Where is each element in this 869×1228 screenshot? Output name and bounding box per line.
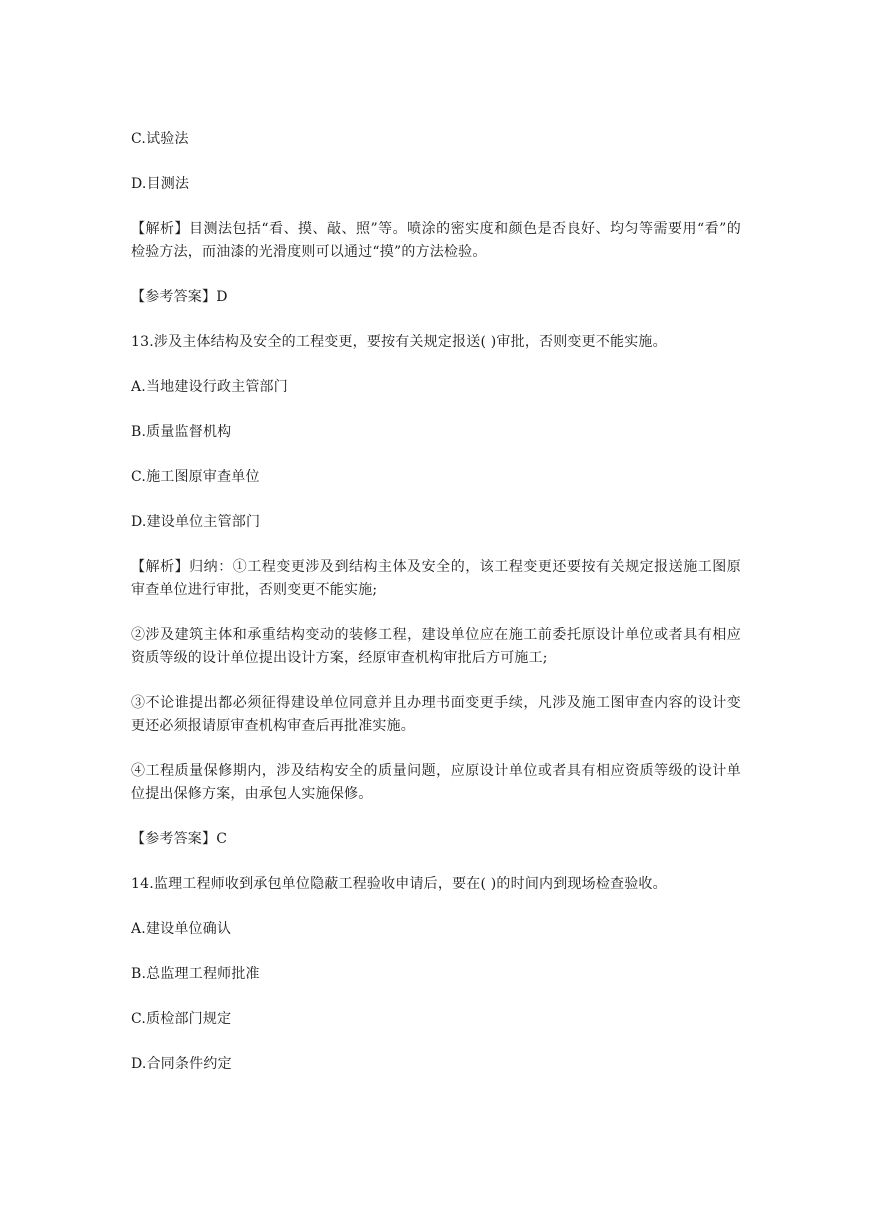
q14-option-b: B.总监理工程师批准	[131, 966, 260, 982]
q13-question: 13.涉及主体结构及安全的工程变更，要按有关规定报送( )审批，否则变更不能实施。	[131, 334, 667, 350]
q14-option-c: C.质检部门规定	[131, 1011, 232, 1027]
q13-analysis-2: ②涉及建筑主体和承重结构变动的装修工程，建设单位应在施工前委托原设计单位或者具有相应资质等级的设计单位提出设计方案，经原审查机构审批后方可施工;	[131, 627, 741, 666]
q14-question: 14.监理工程师收到承包单位隐蔽工程验收申请后，要在( )的时间内到现场检查验收。	[131, 876, 667, 892]
q12-option-d: D.目测法	[131, 176, 190, 192]
q13-option-c: C.施工图原审查单位	[131, 469, 260, 485]
q13-option-d: D.建设单位主管部门	[131, 514, 261, 530]
q12-option-c: C.试验法	[131, 131, 189, 147]
q13-analysis-1: 【解析】归纳：①工程变更涉及到结构主体及安全的，该工程变更还要按有关规定报送施工图原审查单位进行审批，否则变更不能实施;	[131, 559, 741, 598]
q13-option-a: A.当地建设行政主管部门	[131, 379, 288, 395]
q14-option-d: D.合同条件约定	[131, 1056, 232, 1072]
q13-option-b: B.质量监督机构	[131, 424, 232, 440]
q12-analysis: 【解析】目测法包括“看、摸、敲、照”等。喷涂的密实度和颜色是否良好、均匀等需要用“看”的检验方法，而油漆的光滑度则可以通过“摸”的方法检验。	[131, 221, 741, 260]
q12-answer: 【参考答案】D	[131, 289, 228, 305]
q13-analysis-4: ④工程质量保修期内，涉及结构安全的质量问题，应原设计单位或者具有相应资质等级的设计单位提出保修方案，由承包人实施保修。	[131, 763, 741, 802]
q14-option-a: A.建设单位确认	[131, 921, 232, 937]
document-page	[131, 128, 741, 1098]
q13-answer: 【参考答案】C	[131, 831, 228, 847]
q13-analysis-3: ③不论谁提出都必须征得建设单位同意并且办理书面变更手续，凡涉及施工图审查内容的设计变更还必须报请原审查机构审查后再批准实施。	[131, 695, 741, 734]
